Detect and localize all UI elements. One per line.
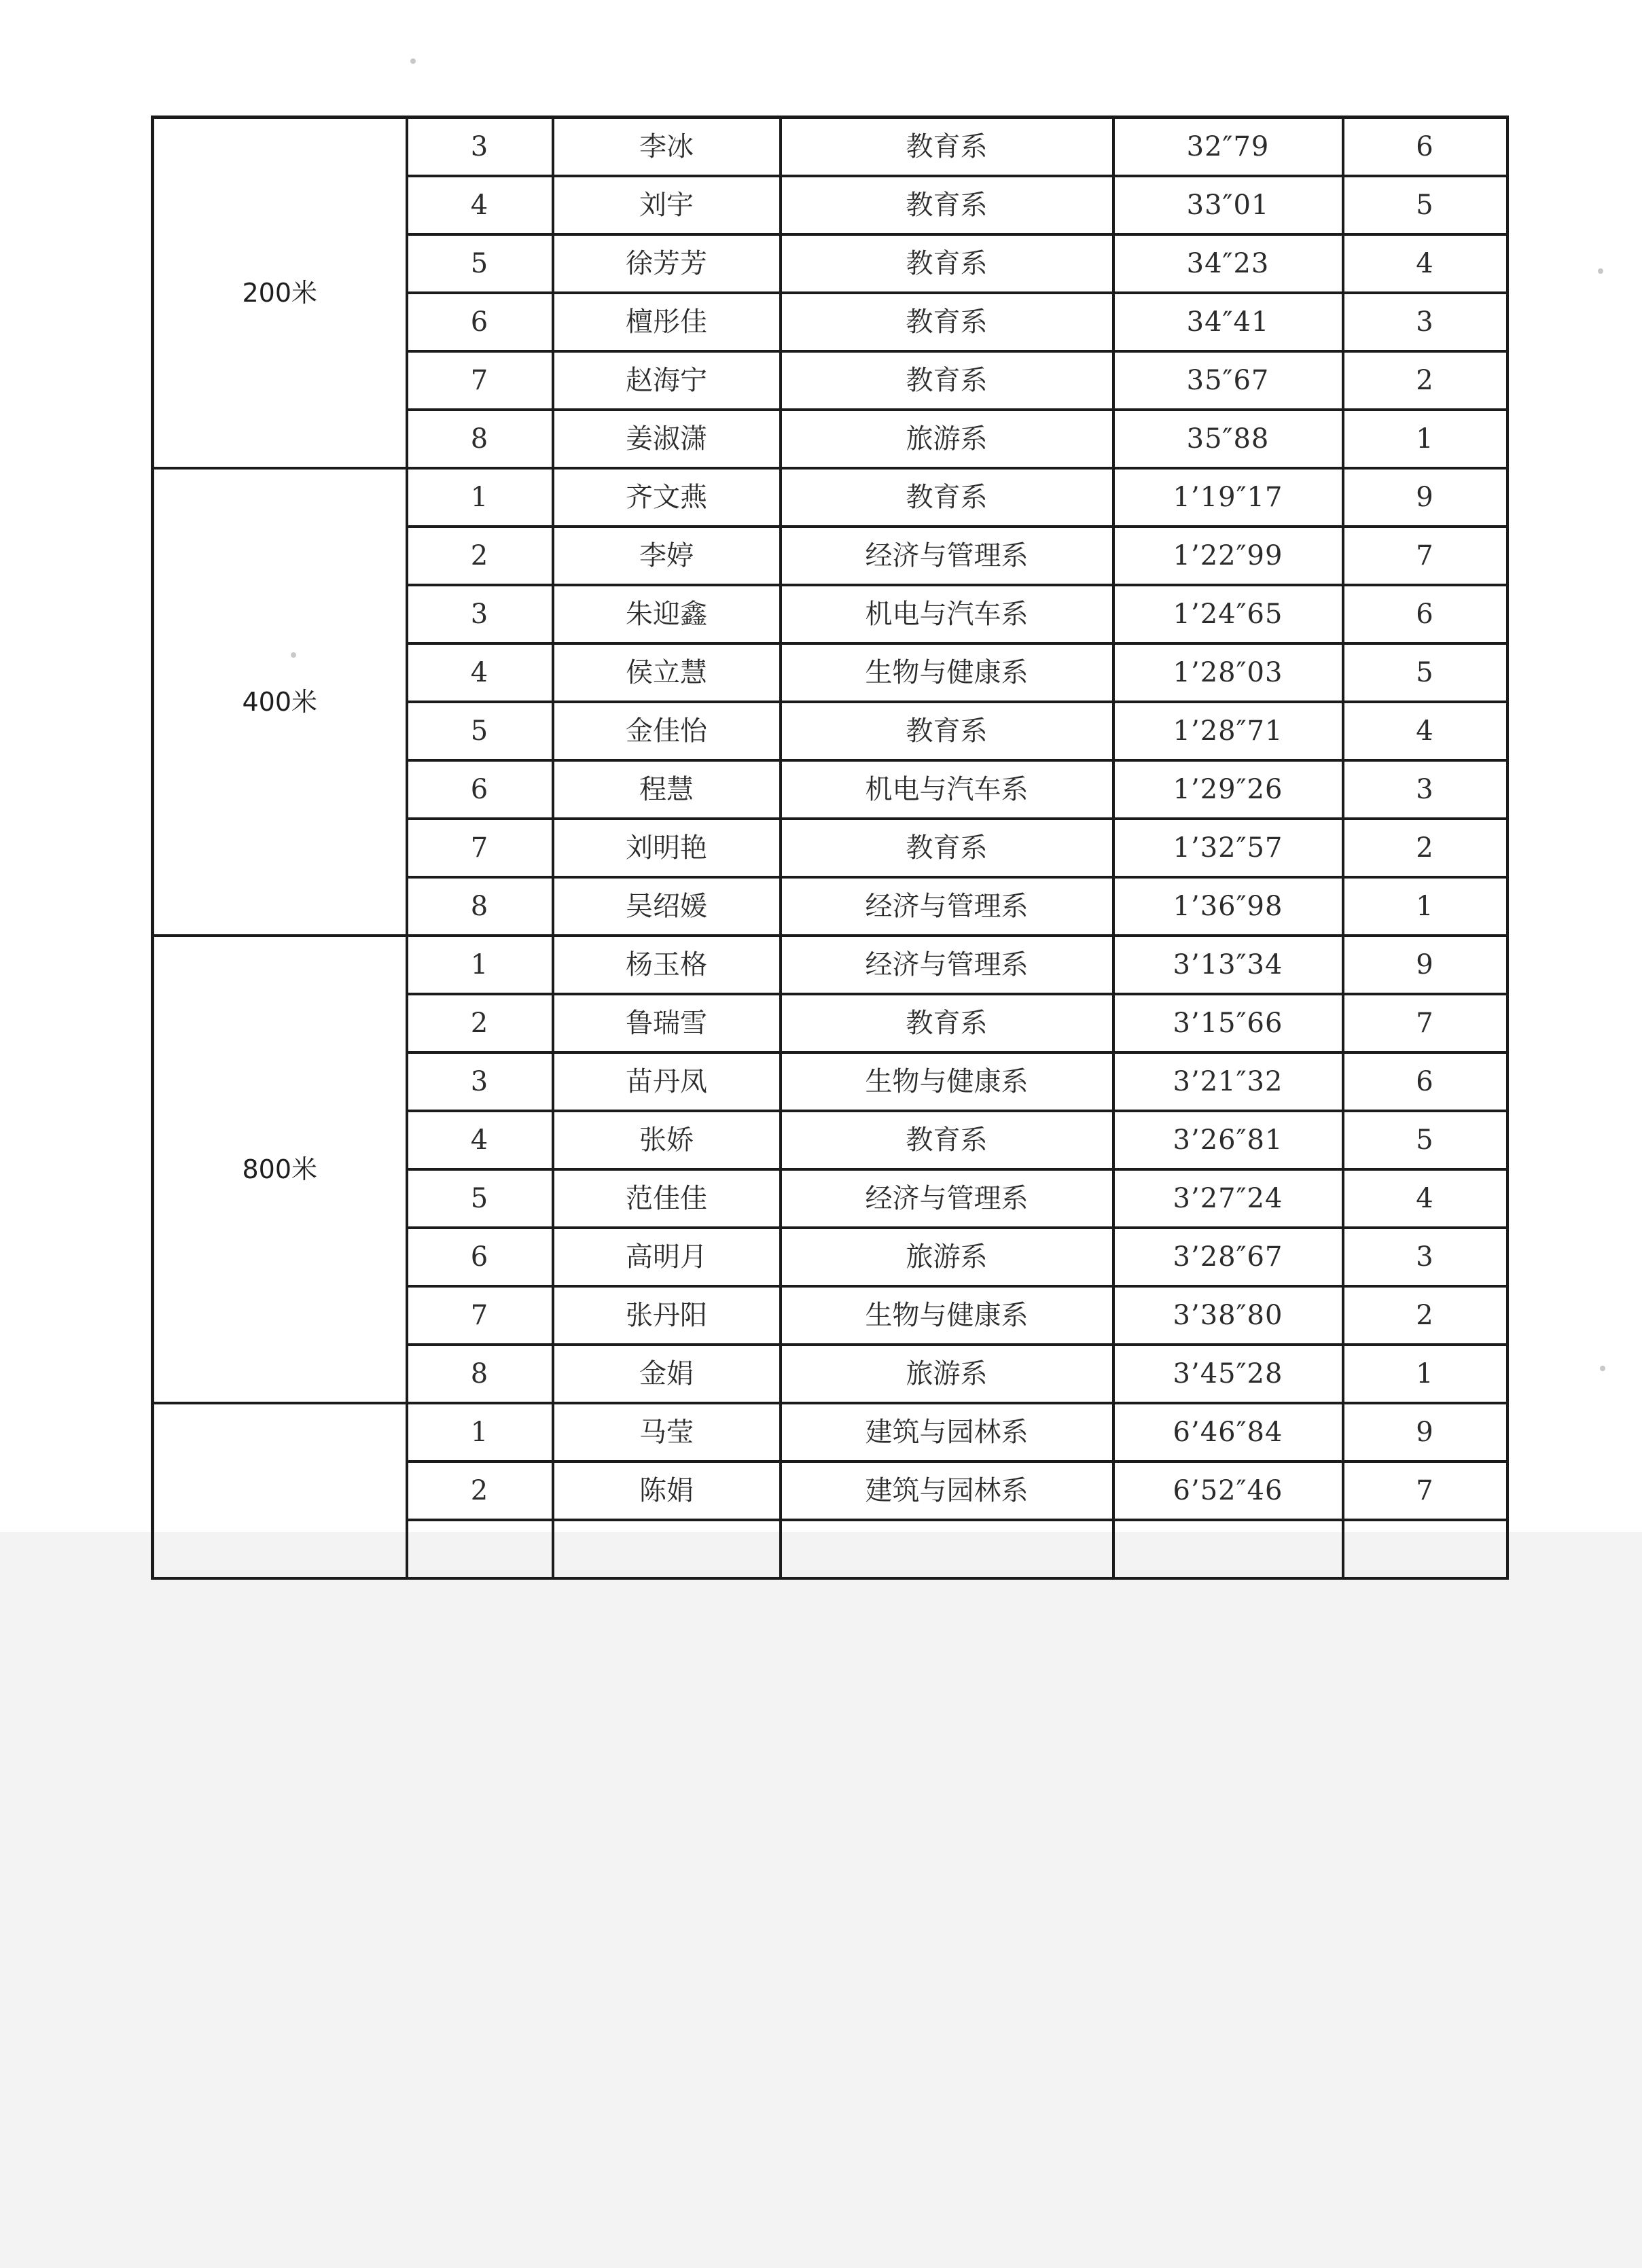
score-cell: 1 [1343,410,1507,468]
athlete-name-cell: 姜淑潇 [553,410,781,468]
department-cell: 教育系 [781,351,1113,410]
rank-cell: 8 [407,1345,553,1403]
time-cell: 33″01 [1113,176,1343,234]
rank-cell: 4 [407,176,553,234]
event-name-cell: 200米 [153,118,407,468]
athlete-name-cell: 高明月 [553,1228,781,1286]
rank-cell: 5 [407,702,553,760]
department-cell: 教育系 [781,234,1113,293]
department-cell: 机电与汽车系 [781,760,1113,819]
score-cell: 6 [1343,118,1507,176]
department-cell: 教育系 [781,293,1113,351]
results-table-body [153,118,1507,1578]
time-cell: 1’28″03 [1113,643,1343,702]
rank-cell: 8 [407,410,553,468]
score-cell: 3 [1343,760,1507,819]
score-cell: 7 [1343,527,1507,585]
time-cell: 3’27″24 [1113,1169,1343,1228]
scan-speck [1598,268,1603,274]
athlete-name-cell: 徐芳芳 [553,234,781,293]
department-cell: 教育系 [781,994,1113,1052]
result-row [153,468,1507,527]
time-cell: 1’32″57 [1113,819,1343,877]
rank-cell: 4 [407,1111,553,1169]
department-cell: 教育系 [781,702,1113,760]
time-cell: 1’24″65 [1113,585,1343,643]
department-cell: 教育系 [781,176,1113,234]
athlete-name-cell: 金佳怡 [553,702,781,760]
rank-cell: 5 [407,1169,553,1228]
score-cell: 5 [1343,176,1507,234]
score-cell: 5 [1343,1111,1507,1169]
rank-cell: 1 [407,468,553,527]
athlete-name-cell: 鲁瑞雪 [553,994,781,1052]
time-cell: 3’38″80 [1113,1286,1343,1345]
department-cell: 生物与健康系 [781,643,1113,702]
rank-cell: 7 [407,1286,553,1345]
score-cell: 7 [1343,1461,1507,1520]
time-cell: 1’19″17 [1113,468,1343,527]
score-cell: 4 [1343,1169,1507,1228]
event-name-cell: 800米 [153,936,407,1403]
time-cell: 3’28″67 [1113,1228,1343,1286]
rank-cell: 2 [407,994,553,1052]
result-row [153,936,1507,994]
result-row [153,1403,1507,1461]
time-cell: 1’22″99 [1113,527,1343,585]
rank-cell: 1 [407,1403,553,1461]
time-cell: 1’29″26 [1113,760,1343,819]
department-cell: 教育系 [781,819,1113,877]
rank-cell: 4 [407,643,553,702]
score-cell: 1 [1343,877,1507,936]
department-cell: 建筑与园林系 [781,1403,1113,1461]
time-cell: 6’46″84 [1113,1403,1343,1461]
score-cell: 3 [1343,293,1507,351]
score-cell: 7 [1343,994,1507,1052]
score-cell: 2 [1343,1286,1507,1345]
department-cell: 旅游系 [781,1228,1113,1286]
score-cell: 9 [1343,1403,1507,1461]
time-cell: 3’13″34 [1113,936,1343,994]
score-cell: 5 [1343,643,1507,702]
event-name-cell: 400米 [153,468,407,936]
athlete-name-cell: 朱迎鑫 [553,585,781,643]
scan-speck [291,652,296,658]
rank-cell: 2 [407,527,553,585]
athlete-name-cell: 张丹阳 [553,1286,781,1345]
department-cell: 生物与健康系 [781,1052,1113,1111]
rank-cell: 8 [407,877,553,936]
time-cell: 32″79 [1113,118,1343,176]
event-name-cell [153,1403,407,1578]
time-cell: 34″23 [1113,234,1343,293]
athlete-name-cell: 吴绍媛 [553,877,781,936]
athlete-name-cell: 金娟 [553,1345,781,1403]
score-cell [1343,1520,1507,1578]
athlete-name-cell: 李婷 [553,527,781,585]
department-cell: 生物与健康系 [781,1286,1113,1345]
score-cell: 9 [1343,468,1507,527]
department-cell: 教育系 [781,1111,1113,1169]
department-cell: 经济与管理系 [781,877,1113,936]
time-cell: 35″88 [1113,410,1343,468]
rank-cell: 7 [407,819,553,877]
rank-cell: 6 [407,760,553,819]
time-cell: 6’52″46 [1113,1461,1343,1520]
time-cell: 3’21″32 [1113,1052,1343,1111]
score-cell: 4 [1343,234,1507,293]
athlete-name-cell: 马莹 [553,1403,781,1461]
athlete-name-cell: 刘明艳 [553,819,781,877]
time-cell: 1’36″98 [1113,877,1343,936]
rank-cell: 3 [407,1052,553,1111]
athlete-name-cell: 苗丹凤 [553,1052,781,1111]
time-cell [1113,1520,1343,1578]
athlete-name-cell: 范佳佳 [553,1169,781,1228]
athlete-name-cell: 刘宇 [553,176,781,234]
score-cell: 9 [1343,936,1507,994]
time-cell: 3’15″66 [1113,994,1343,1052]
department-cell [781,1520,1113,1578]
scan-speck [410,58,416,64]
rank-cell: 3 [407,585,553,643]
department-cell: 教育系 [781,118,1113,176]
athlete-name-cell [553,1520,781,1578]
time-cell: 1’28″71 [1113,702,1343,760]
department-cell: 教育系 [781,468,1113,527]
department-cell: 经济与管理系 [781,936,1113,994]
rank-cell [407,1520,553,1578]
score-cell: 3 [1343,1228,1507,1286]
athlete-name-cell: 程慧 [553,760,781,819]
score-cell: 6 [1343,585,1507,643]
result-row [153,118,1507,176]
time-cell: 34″41 [1113,293,1343,351]
score-cell: 1 [1343,1345,1507,1403]
score-cell: 6 [1343,1052,1507,1111]
athlete-name-cell: 齐文燕 [553,468,781,527]
athlete-name-cell: 李冰 [553,118,781,176]
athlete-name-cell: 张娇 [553,1111,781,1169]
rank-cell: 2 [407,1461,553,1520]
rank-cell: 7 [407,351,553,410]
rank-cell: 1 [407,936,553,994]
athlete-name-cell: 陈娟 [553,1461,781,1520]
athlete-name-cell: 赵海宁 [553,351,781,410]
rank-cell: 5 [407,234,553,293]
department-cell: 机电与汽车系 [781,585,1113,643]
department-cell: 旅游系 [781,410,1113,468]
score-cell: 2 [1343,351,1507,410]
athlete-name-cell: 檀彤佳 [553,293,781,351]
rank-cell: 3 [407,118,553,176]
time-cell: 3’26″81 [1113,1111,1343,1169]
results-table [151,116,1509,1580]
department-cell: 建筑与园林系 [781,1461,1113,1520]
department-cell: 旅游系 [781,1345,1113,1403]
department-cell: 经济与管理系 [781,1169,1113,1228]
time-cell: 3’45″28 [1113,1345,1343,1403]
scan-speck [1600,1366,1605,1371]
rank-cell: 6 [407,293,553,351]
score-cell: 4 [1343,702,1507,760]
department-cell: 经济与管理系 [781,527,1113,585]
time-cell: 35″67 [1113,351,1343,410]
athlete-name-cell: 杨玉格 [553,936,781,994]
athlete-name-cell: 侯立慧 [553,643,781,702]
rank-cell: 6 [407,1228,553,1286]
score-cell: 2 [1343,819,1507,877]
